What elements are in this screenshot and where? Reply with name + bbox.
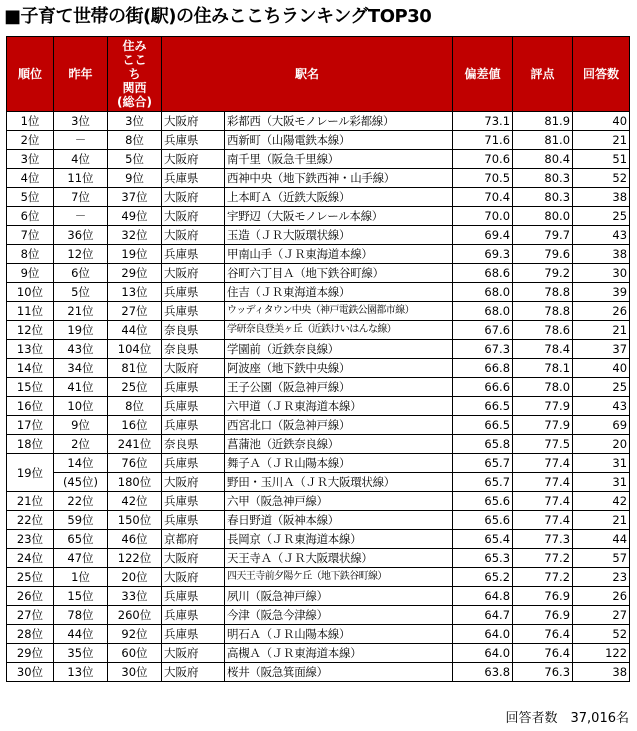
cell-prefecture: 兵庫県 <box>162 302 225 321</box>
cell-score: 77.5 <box>513 435 573 454</box>
cell-respondents: 21 <box>573 131 630 150</box>
cell-score: 76.9 <box>513 587 573 606</box>
table-row <box>7 587 630 606</box>
cell-last-year: 14位 <box>54 454 108 473</box>
header-score: 評点 <box>513 37 573 112</box>
cell-prefecture: 大阪府 <box>162 112 225 131</box>
cell-prefecture: 大阪府 <box>162 663 225 682</box>
cell-station: 六甲（阪急神戸線） <box>225 492 453 511</box>
cell-station: 長岡京（ＪＲ東海道本線） <box>225 530 453 549</box>
cell-station: 春日野道（阪神本線） <box>225 511 453 530</box>
cell-score: 80.3 <box>513 188 573 207</box>
cell-last-year: 34位 <box>54 359 108 378</box>
cell-prefecture: 大阪府 <box>162 150 225 169</box>
cell-score: 78.0 <box>513 378 573 397</box>
cell-score: 80.3 <box>513 169 573 188</box>
cell-station: 高槻Ａ（ＪＲ東海道本線） <box>225 644 453 663</box>
cell-deviation: 66.5 <box>453 416 513 435</box>
table-row <box>7 454 630 473</box>
header-kansai-total <box>108 37 162 112</box>
cell-kansai-rank: 241位 <box>108 435 162 454</box>
cell-prefecture: 京都府 <box>162 530 225 549</box>
cell-last-year: 41位 <box>54 378 108 397</box>
cell-station: 西新町（山陽電鉄本線） <box>225 131 453 150</box>
cell-score: 81.0 <box>513 131 573 150</box>
cell-last-year: 3位 <box>54 112 108 131</box>
cell-respondents: 26 <box>573 587 630 606</box>
cell-respondents: 57 <box>573 549 630 568</box>
cell-respondents: 25 <box>573 207 630 226</box>
cell-score: 76.3 <box>513 663 573 682</box>
cell-respondents: 40 <box>573 112 630 131</box>
cell-kansai-rank: 32位 <box>108 226 162 245</box>
cell-last-year: 5位 <box>54 283 108 302</box>
table-row <box>7 283 630 302</box>
cell-rank: 15位 <box>7 378 54 397</box>
table-row <box>7 226 630 245</box>
cell-last-year: 15位 <box>54 587 108 606</box>
table-row <box>7 511 630 530</box>
cell-deviation: 70.4 <box>453 188 513 207</box>
cell-kansai-rank: 60位 <box>108 644 162 663</box>
header-respondents: 回答数 <box>573 37 630 112</box>
page-title: ■子育て世帯の街(駅)の住みここちランキングTOP30 <box>4 6 432 27</box>
cell-respondents: 52 <box>573 169 630 188</box>
cell-respondents: 122 <box>573 644 630 663</box>
table-row <box>7 568 630 587</box>
cell-respondents: 20 <box>573 435 630 454</box>
cell-score: 79.7 <box>513 226 573 245</box>
cell-last-year: 21位 <box>54 302 108 321</box>
cell-deviation: 64.0 <box>453 625 513 644</box>
cell-respondents: 21 <box>573 511 630 530</box>
cell-station: 阿波座（地下鉄中央線） <box>225 359 453 378</box>
cell-kansai-rank: 29位 <box>108 264 162 283</box>
cell-rank: 4位 <box>7 169 54 188</box>
cell-respondents: 26 <box>573 302 630 321</box>
cell-last-year: 10位 <box>54 397 108 416</box>
cell-last-year: 35位 <box>54 644 108 663</box>
cell-kansai-rank: 19位 <box>108 245 162 264</box>
cell-deviation: 66.5 <box>453 397 513 416</box>
cell-rank: 1位 <box>7 112 54 131</box>
cell-prefecture: 兵庫県 <box>162 511 225 530</box>
cell-station: 玉造（ＪＲ大阪環状線） <box>225 226 453 245</box>
header-rank: 順位 <box>7 37 54 112</box>
cell-deviation: 73.1 <box>453 112 513 131</box>
respondent-count: 回答者数 37,016名 <box>505 711 629 726</box>
cell-station: 上本町Ａ（近鉄大阪線） <box>225 188 453 207</box>
table-row <box>7 359 630 378</box>
cell-deviation: 66.6 <box>453 378 513 397</box>
cell-station: 南千里（阪急千里線） <box>225 150 453 169</box>
table-row <box>7 663 630 682</box>
cell-rank: 29位 <box>7 644 54 663</box>
cell-kansai-rank: 13位 <box>108 283 162 302</box>
cell-respondents: 21 <box>573 321 630 340</box>
cell-deviation: 67.6 <box>453 321 513 340</box>
cell-deviation: 64.8 <box>453 587 513 606</box>
cell-last-year: 36位 <box>54 226 108 245</box>
cell-score: 77.9 <box>513 416 573 435</box>
cell-deviation: 64.0 <box>453 644 513 663</box>
table-row <box>7 606 630 625</box>
cell-deviation: 65.8 <box>453 435 513 454</box>
cell-deviation: 65.4 <box>453 530 513 549</box>
cell-kansai-rank: 92位 <box>108 625 162 644</box>
cell-station: 王子公園（阪急神戸線） <box>225 378 453 397</box>
cell-score: 77.4 <box>513 511 573 530</box>
cell-kansai-rank: 30位 <box>108 663 162 682</box>
cell-last-year: 44位 <box>54 625 108 644</box>
cell-rank: 8位 <box>7 245 54 264</box>
cell-station: 西宮北口（阪急神戸線） <box>225 416 453 435</box>
cell-deviation: 65.6 <box>453 511 513 530</box>
cell-kansai-rank: 104位 <box>108 340 162 359</box>
table-row <box>7 112 630 131</box>
cell-prefecture: 大阪府 <box>162 226 225 245</box>
cell-prefecture: 兵庫県 <box>162 169 225 188</box>
cell-respondents: 40 <box>573 359 630 378</box>
cell-score: 80.4 <box>513 150 573 169</box>
cell-station: 舞子Ａ（ＪＲ山陽本線） <box>225 454 453 473</box>
table-row <box>7 492 630 511</box>
cell-prefecture: 兵庫県 <box>162 416 225 435</box>
cell-prefecture: 兵庫県 <box>162 454 225 473</box>
cell-rank: 6位 <box>7 207 54 226</box>
cell-score: 76.4 <box>513 644 573 663</box>
header-last-year: 昨年 <box>54 37 108 112</box>
cell-prefecture: 大阪府 <box>162 568 225 587</box>
cell-deviation: 70.6 <box>453 150 513 169</box>
cell-station: 宇野辺（大阪モノレール本線） <box>225 207 453 226</box>
table-row <box>7 302 630 321</box>
cell-station: ウッディタウン中央（神戸電鉄公園都市線） <box>225 302 453 321</box>
table-row <box>7 150 630 169</box>
cell-kansai-rank: 5位 <box>108 150 162 169</box>
table-row <box>7 340 630 359</box>
cell-station: 野田・玉川Ａ（ＪＲ大阪環状線） <box>225 473 453 492</box>
cell-rank: 30位 <box>7 663 54 682</box>
cell-deviation: 70.5 <box>453 169 513 188</box>
cell-kansai-rank: 27位 <box>108 302 162 321</box>
cell-last-year: 22位 <box>54 492 108 511</box>
table-row <box>7 435 630 454</box>
cell-score: 78.1 <box>513 359 573 378</box>
cell-respondents: 38 <box>573 663 630 682</box>
cell-rank: 16位 <box>7 397 54 416</box>
cell-deviation: 65.6 <box>453 492 513 511</box>
cell-prefecture: 奈良県 <box>162 340 225 359</box>
cell-last-year: 13位 <box>54 663 108 682</box>
cell-rank: 17位 <box>7 416 54 435</box>
cell-respondents: 25 <box>573 378 630 397</box>
cell-prefecture: 兵庫県 <box>162 397 225 416</box>
cell-deviation: 67.3 <box>453 340 513 359</box>
cell-station: 六甲道（ＪＲ東海道本線） <box>225 397 453 416</box>
cell-kansai-rank: 81位 <box>108 359 162 378</box>
cell-kansai-rank: 25位 <box>108 378 162 397</box>
cell-deviation: 63.8 <box>453 663 513 682</box>
cell-station: 明石Ａ（ＪＲ山陽本線） <box>225 625 453 644</box>
table-row <box>7 549 630 568</box>
cell-deviation: 68.6 <box>453 264 513 283</box>
cell-kansai-rank: 122位 <box>108 549 162 568</box>
cell-rank: 24位 <box>7 549 54 568</box>
cell-kansai-rank: 9位 <box>108 169 162 188</box>
cell-last-year: － <box>54 131 108 150</box>
cell-last-year: 4位 <box>54 150 108 169</box>
table-row <box>7 378 630 397</box>
cell-respondents: 52 <box>573 625 630 644</box>
cell-prefecture: 大阪府 <box>162 473 225 492</box>
cell-last-year: 1位 <box>54 568 108 587</box>
table-row <box>7 625 630 644</box>
cell-kansai-rank: 49位 <box>108 207 162 226</box>
cell-kansai-rank: 8位 <box>108 131 162 150</box>
cell-station: 菖蒲池（近鉄奈良線） <box>225 435 453 454</box>
ranking-table <box>6 36 630 682</box>
table-row <box>7 169 630 188</box>
cell-station: 住吉（ＪＲ東海道本線） <box>225 283 453 302</box>
cell-station: 彩都西（大阪モノレール彩都線） <box>225 112 453 131</box>
cell-deviation: 69.4 <box>453 226 513 245</box>
table-row <box>7 397 630 416</box>
cell-rank: 11位 <box>7 302 54 321</box>
cell-station: 甲南山手（ＪＲ東海道本線） <box>225 245 453 264</box>
cell-kansai-rank: 180位 <box>108 473 162 492</box>
cell-respondents: 44 <box>573 530 630 549</box>
cell-prefecture: 大阪府 <box>162 188 225 207</box>
cell-deviation: 70.0 <box>453 207 513 226</box>
cell-deviation: 68.0 <box>453 283 513 302</box>
cell-respondents: 43 <box>573 397 630 416</box>
cell-prefecture: 兵庫県 <box>162 283 225 302</box>
header-kansai-total-label: 住み ここ ち 関西 (総合) <box>117 39 152 109</box>
cell-station: 夙川（阪急神戸線） <box>225 587 453 606</box>
cell-prefecture: 兵庫県 <box>162 131 225 150</box>
cell-prefecture: 兵庫県 <box>162 606 225 625</box>
table-row <box>7 207 630 226</box>
cell-prefecture: 大阪府 <box>162 207 225 226</box>
cell-score: 78.6 <box>513 321 573 340</box>
cell-last-year: 78位 <box>54 606 108 625</box>
cell-deviation: 64.7 <box>453 606 513 625</box>
cell-last-year: 2位 <box>54 435 108 454</box>
cell-station: 学研奈良登美ヶ丘（近鉄けいはんな線） <box>225 321 453 340</box>
table-row <box>7 188 630 207</box>
cell-deviation: 71.6 <box>453 131 513 150</box>
cell-kansai-rank: 44位 <box>108 321 162 340</box>
cell-rank: 2位 <box>7 131 54 150</box>
cell-score: 77.3 <box>513 530 573 549</box>
cell-respondents: 27 <box>573 606 630 625</box>
cell-respondents: 51 <box>573 150 630 169</box>
cell-prefecture: 大阪府 <box>162 359 225 378</box>
cell-last-year: (45位) <box>54 473 108 492</box>
table-row <box>7 131 630 150</box>
cell-rank: 21位 <box>7 492 54 511</box>
header-deviation: 偏差値 <box>453 37 513 112</box>
cell-deviation: 69.3 <box>453 245 513 264</box>
cell-score: 77.4 <box>513 492 573 511</box>
cell-deviation: 65.7 <box>453 454 513 473</box>
cell-prefecture: 奈良県 <box>162 435 225 454</box>
cell-rank: 27位 <box>7 606 54 625</box>
cell-kansai-rank: 42位 <box>108 492 162 511</box>
cell-respondents: 31 <box>573 473 630 492</box>
cell-deviation: 65.7 <box>453 473 513 492</box>
cell-station: 桜井（阪急箕面線） <box>225 663 453 682</box>
cell-rank: 5位 <box>7 188 54 207</box>
cell-last-year: 12位 <box>54 245 108 264</box>
cell-respondents: 30 <box>573 264 630 283</box>
cell-score: 78.8 <box>513 302 573 321</box>
cell-respondents: 43 <box>573 226 630 245</box>
cell-score: 77.2 <box>513 549 573 568</box>
cell-kansai-rank: 150位 <box>108 511 162 530</box>
cell-station: 西神中央（地下鉄西神・山手線） <box>225 169 453 188</box>
cell-kansai-rank: 260位 <box>108 606 162 625</box>
cell-prefecture: 兵庫県 <box>162 245 225 264</box>
cell-last-year: 47位 <box>54 549 108 568</box>
cell-rank: 14位 <box>7 359 54 378</box>
cell-score: 76.9 <box>513 606 573 625</box>
cell-rank: 22位 <box>7 511 54 530</box>
cell-kansai-rank: 46位 <box>108 530 162 549</box>
cell-deviation: 65.2 <box>453 568 513 587</box>
header-station: 駅名 <box>162 37 453 112</box>
cell-rank: 9位 <box>7 264 54 283</box>
cell-respondents: 37 <box>573 340 630 359</box>
cell-kansai-rank: 20位 <box>108 568 162 587</box>
cell-rank: 3位 <box>7 150 54 169</box>
cell-last-year: 11位 <box>54 169 108 188</box>
cell-rank: 19位 <box>7 454 54 492</box>
cell-prefecture: 兵庫県 <box>162 625 225 644</box>
cell-station: 谷町六丁目Ａ（地下鉄谷町線） <box>225 264 453 283</box>
cell-score: 76.4 <box>513 625 573 644</box>
cell-last-year: 59位 <box>54 511 108 530</box>
cell-last-year: － <box>54 207 108 226</box>
cell-last-year: 65位 <box>54 530 108 549</box>
cell-last-year: 7位 <box>54 188 108 207</box>
cell-kansai-rank: 16位 <box>108 416 162 435</box>
cell-last-year: 6位 <box>54 264 108 283</box>
cell-respondents: 69 <box>573 416 630 435</box>
cell-kansai-rank: 33位 <box>108 587 162 606</box>
cell-score: 78.4 <box>513 340 573 359</box>
cell-rank: 25位 <box>7 568 54 587</box>
cell-last-year: 9位 <box>54 416 108 435</box>
cell-station: 四天王寺前夕陽ケ丘（地下鉄谷町線） <box>225 568 453 587</box>
cell-score: 77.9 <box>513 397 573 416</box>
cell-respondents: 39 <box>573 283 630 302</box>
cell-prefecture: 兵庫県 <box>162 587 225 606</box>
cell-respondents: 31 <box>573 454 630 473</box>
table-row <box>7 644 630 663</box>
table-row <box>7 264 630 283</box>
cell-respondents: 38 <box>573 245 630 264</box>
cell-rank: 13位 <box>7 340 54 359</box>
cell-last-year: 19位 <box>54 321 108 340</box>
cell-prefecture: 大阪府 <box>162 549 225 568</box>
cell-last-year: 43位 <box>54 340 108 359</box>
cell-prefecture: 大阪府 <box>162 644 225 663</box>
cell-prefecture: 兵庫県 <box>162 492 225 511</box>
table-row <box>7 473 630 492</box>
cell-score: 79.6 <box>513 245 573 264</box>
cell-rank: 28位 <box>7 625 54 644</box>
cell-prefecture: 大阪府 <box>162 264 225 283</box>
cell-score: 77.4 <box>513 473 573 492</box>
cell-prefecture: 奈良県 <box>162 321 225 340</box>
cell-station: 天王寺Ａ（ＪＲ大阪環状線） <box>225 549 453 568</box>
cell-deviation: 65.3 <box>453 549 513 568</box>
cell-prefecture: 兵庫県 <box>162 378 225 397</box>
cell-station: 学園前（近鉄奈良線） <box>225 340 453 359</box>
cell-kansai-rank: 37位 <box>108 188 162 207</box>
cell-rank: 12位 <box>7 321 54 340</box>
cell-station: 今津（阪急今津線） <box>225 606 453 625</box>
cell-rank: 18位 <box>7 435 54 454</box>
cell-rank: 10位 <box>7 283 54 302</box>
cell-score: 81.9 <box>513 112 573 131</box>
header-row <box>7 37 630 112</box>
cell-deviation: 68.0 <box>453 302 513 321</box>
cell-deviation: 66.8 <box>453 359 513 378</box>
cell-rank: 26位 <box>7 587 54 606</box>
cell-respondents: 38 <box>573 188 630 207</box>
cell-respondents: 23 <box>573 568 630 587</box>
cell-kansai-rank: 76位 <box>108 454 162 473</box>
cell-rank: 7位 <box>7 226 54 245</box>
cell-score: 78.8 <box>513 283 573 302</box>
cell-score: 80.0 <box>513 207 573 226</box>
cell-kansai-rank: 8位 <box>108 397 162 416</box>
table-row <box>7 321 630 340</box>
cell-rank: 23位 <box>7 530 54 549</box>
cell-kansai-rank: 3位 <box>108 112 162 131</box>
cell-score: 77.2 <box>513 568 573 587</box>
cell-score: 77.4 <box>513 454 573 473</box>
table-row <box>7 416 630 435</box>
table-row <box>7 245 630 264</box>
cell-score: 79.2 <box>513 264 573 283</box>
cell-respondents: 42 <box>573 492 630 511</box>
table-row <box>7 530 630 549</box>
